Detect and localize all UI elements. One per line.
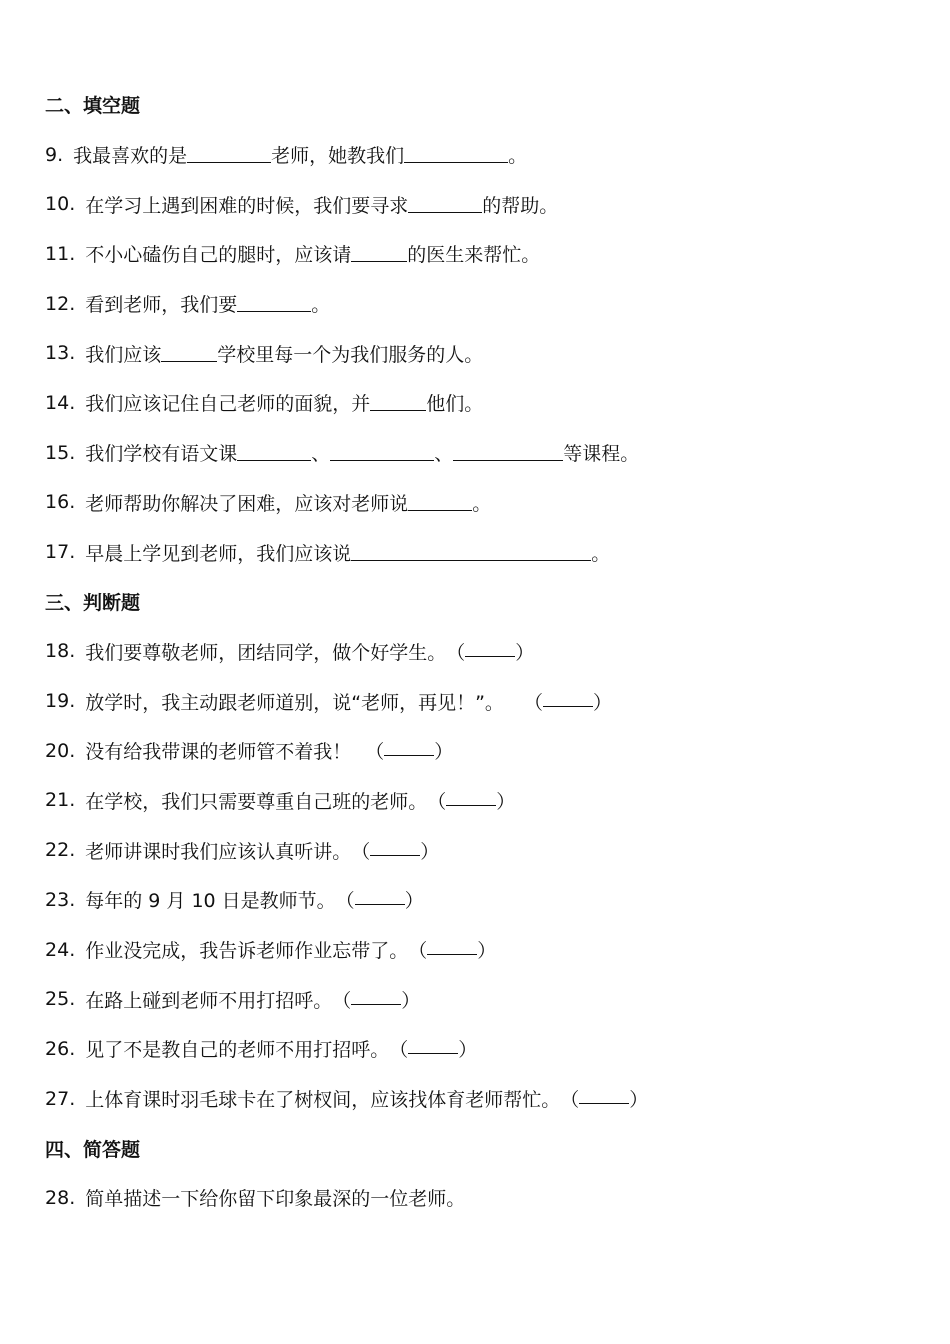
question-27: 27 . 上体育课时羽毛球卡在了树杈间，应该找体育老师帮忙。 （ ） [45, 1074, 905, 1124]
answer-parentheses[interactable]: （ ） [427, 787, 515, 814]
answer-parentheses[interactable]: （ ） [524, 688, 612, 715]
answer-blank[interactable] [404, 142, 508, 163]
question-26: 26 . 见了不是教自己的老师不用打招呼。 （ ） [45, 1024, 905, 1074]
answer-parentheses[interactable]: （ ） [446, 638, 534, 665]
answer-blank[interactable] [351, 241, 407, 262]
answer-blank[interactable] [370, 390, 426, 411]
question-11: 11 . 不小心磕伤自己的腿时，应该请 的医生来帮忙。 [45, 242, 541, 267]
question-24: 24 . 作业没完成，我告诉老师作业忘带了。 （ ） [45, 925, 905, 975]
answer-parentheses[interactable]: （ ） [408, 936, 496, 963]
answer-parentheses[interactable]: （ ） [351, 837, 439, 864]
section-title-true-false: 三、判断题 [45, 592, 141, 615]
answer-blank[interactable] [330, 440, 434, 461]
answer-blank[interactable] [161, 341, 217, 362]
question-17: 17 . 早晨上学见到老师，我们应该说 。 [45, 541, 611, 565]
question-12: 12 . 看到老师，我们要 。 [45, 292, 331, 317]
answer-parentheses[interactable]: （ ） [332, 986, 420, 1013]
worksheet-page [45, 80, 905, 1223]
question-23: 23 . 每年的 9 月 10 日是教师节。 （ ） [45, 875, 905, 925]
question-28: 28 . 简单描述一下给你留下印象最深的一位老师。 [45, 1186, 466, 1211]
question-25: 25 . 在路上碰到老师不用打招呼。 （ ） [45, 974, 905, 1024]
answer-parentheses[interactable]: （ ） [389, 1035, 477, 1062]
answer-blank[interactable] [453, 440, 563, 461]
question-16: 16 . 老师帮助你解决了困难，应该对老师说 。 [45, 491, 492, 515]
answer-parentheses[interactable]: （ ） [560, 1085, 648, 1112]
question-number: 9 [45, 143, 58, 166]
answer-blank[interactable] [237, 440, 311, 461]
answer-blank[interactable] [408, 192, 482, 213]
question-13: 13 . 我们应该 学校里每一个为我们服务的人。 [45, 342, 484, 366]
question-10: 10 . 在学习上遇到困难的时候，我们要寻求 的帮助。 [45, 193, 559, 217]
question-15: 15 . 我们学校有语文课 、 、 等课程。 [45, 441, 640, 466]
question-14: 14 . 我们应该记住自己老师的面貌，并 他们。 [45, 391, 484, 416]
section-title-short-answer: 四、简答题 [45, 1138, 141, 1161]
question-9: 9 . 我最喜欢的是 老师，她教我们 。 [45, 143, 528, 168]
answer-parentheses[interactable]: （ ） [365, 737, 453, 764]
answer-parentheses[interactable]: （ ） [336, 886, 424, 913]
answer-blank[interactable] [408, 490, 472, 511]
answer-blank[interactable] [237, 291, 311, 312]
question-19: 19 . 放学时，我主动跟老师道别，说“老师，再见！”。 （ ） [45, 676, 905, 726]
section-title-fill-in: 二、填空题 [45, 95, 141, 118]
answer-blank[interactable] [351, 540, 591, 561]
question-21: 21 . 在学校，我们只需要尊重自己班的老师。 （ ） [45, 776, 905, 826]
question-20: 20 . 没有给我带课的老师管不着我！ （ ） [45, 726, 905, 776]
answer-blank[interactable] [187, 142, 271, 163]
question-18: 18 . 我们要尊敬老师，团结同学，做个好学生。 （ ） [45, 627, 905, 677]
question-22: 22 . 老师讲课时我们应该认真听讲。 （ ） [45, 825, 905, 875]
